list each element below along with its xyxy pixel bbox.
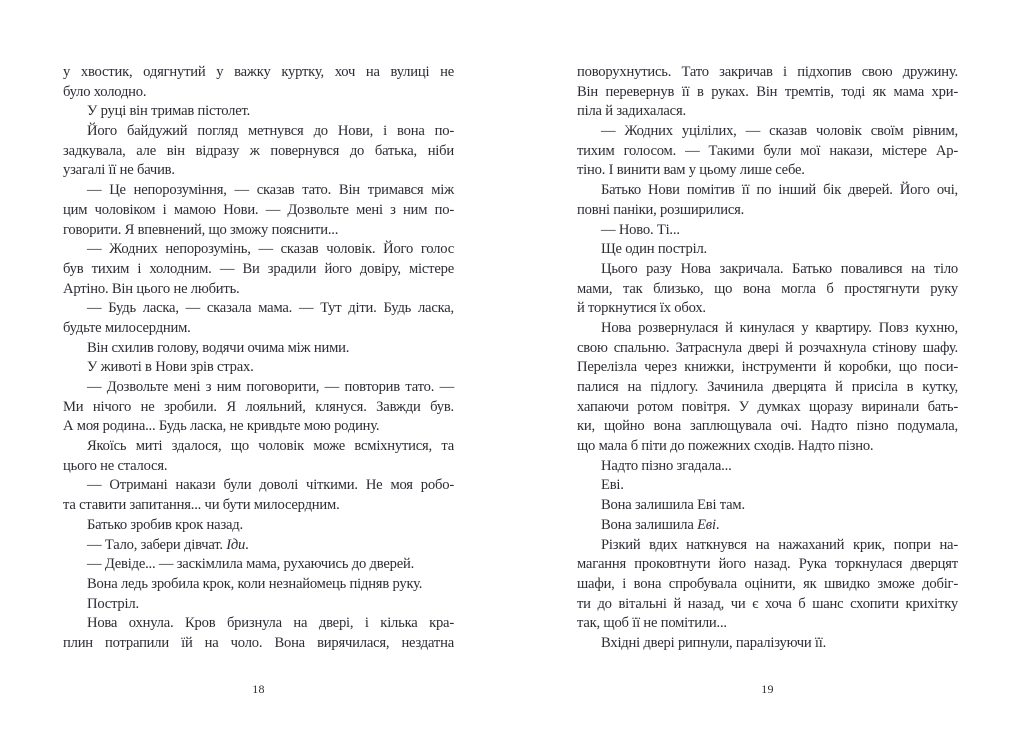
page-number-left: 18 [252, 682, 265, 696]
text-line: Батько зробив крок назад. [87, 516, 243, 533]
text-line: У руці він тримав пістолет. [87, 103, 251, 120]
text-line: Перелізла через книжки, інструменти й коробки, що поси- [577, 359, 958, 376]
text-line: хапаючи ротом повітря. У думках щоразу виринали бать- [577, 398, 958, 415]
page-right-text-column [577, 63, 958, 654]
text-line: тіно. І винити вам у цьому лише себе. [577, 162, 805, 179]
text-line: Вона залишила Еві. [601, 516, 720, 533]
text-line: у хвостик, одягнутий у важку куртку, хоч на вулиці не [63, 64, 454, 80]
text-line: Вона ледь зробила крок, коли незнайомець підняв руку. [87, 575, 423, 592]
text-line: У животі в Нови зрів страх. [87, 359, 254, 376]
text-line: Ще один постріл. [601, 241, 708, 258]
text-line: було холодно. [63, 83, 147, 100]
text-line: Постріл. [87, 595, 139, 612]
text-line: — Жодних непорозумінь, — сказав чоловік. Його голос [87, 241, 454, 258]
text-line: Ми нічого не зробили. Я лояльний, клянуся. Завжди був. [63, 398, 454, 415]
text-line: що мала б піти до пожежних сходів. Надто пізно. [577, 438, 874, 455]
text-line: Батько Нови помітив її по інший бік дверей. Його очі, [601, 182, 958, 199]
text-line: будьте милосердним. [63, 319, 191, 336]
text-line: Нова охнула. Кров бризнула на двері, і кілька кра- [87, 615, 454, 632]
text-line: — Отримані накази були доволі чіткими. Не моя робо- [87, 477, 454, 494]
page-left-text-column [63, 63, 454, 654]
italic-text: Еві [697, 516, 716, 533]
text-line: магання проковтнути його назад. Рука торкнулася дверцят [577, 556, 958, 573]
text-line: А моя родина... Будь ласка, не кривдьте мою родину. [63, 418, 380, 435]
text-line: узагалі її не бачив. [63, 162, 175, 179]
text-line: Надто пізно згадала... [601, 457, 732, 474]
text-line: Артіно. Він цього не любить. [63, 280, 240, 297]
text-line: — Тало, забери дівчат. Іди. [87, 536, 249, 553]
text-line: плин потрапили їй на чоло. Вона вирячилася, нездатна [63, 634, 454, 651]
text-line: Він схилив голову, водячи очима між ними. [87, 339, 350, 356]
text-line: Вхідні двері рипнули, паралізуючи її. [601, 634, 827, 651]
text-line: Нова розвернулася й кинулася у квартиру. Повз кухню, [601, 319, 958, 336]
text-line: був тихим і холодним. — Ви зрадили його довіру, містере [63, 260, 454, 277]
page-number-right: 19 [761, 682, 774, 696]
text-line: мами, так близько, що вона могла б простягнути руку [577, 280, 958, 297]
text-line: повні паніки, розширилися. [577, 201, 745, 218]
text-line: Цього разу Нова закричала. Батько повалився на тіло [601, 260, 958, 277]
text-line: Еві. [601, 477, 624, 494]
text-line: — Девіде... — заскімлила мама, рухаючись до дверей. [87, 556, 415, 573]
text-line: — Це непорозуміння, — сказав тато. Він тримався між [87, 182, 454, 199]
text-line: шафи, і вона спробувала оцінити, як швидко зможе добіг- [577, 575, 958, 592]
text-line: Різкий вдих наткнувся на нажаханий крик, попри на- [601, 536, 958, 553]
text-line: — Дозвольте мені з ним поговорити, — повторив тато. — [87, 379, 454, 395]
text-line: палися на підлогу. Зачинила дверцята й присіла в кутку, [577, 379, 958, 395]
italic-text: Іди [226, 536, 246, 553]
text-line: — Ново. Ті... [601, 221, 680, 238]
text-line: тихим голосом. — Такими були мої накази, містере Ар- [577, 142, 958, 159]
text-line: ти до вітальні й назад, чи є хоча б шанс схопити крихітку [577, 595, 958, 612]
text-line: цим чоловіком і мамою Нови. — Дозвольте мені з ним по- [63, 201, 454, 218]
text-line: — Будь ласка, — сказала мама. — Тут діти. Будь ласка, [87, 300, 454, 317]
text-line: та ставити запитання... чи бути милосердним. [63, 497, 340, 514]
text-line: Якоїсь миті здалося, що чоловік може всміхнутися, та [87, 438, 454, 455]
text-line: свою спальню. Затраснула двері й розчахнула стінову шафу. [577, 339, 958, 356]
text-line: цього не сталося. [63, 457, 168, 474]
text-line: говорити. Я впевнений, що зможу пояснити... [63, 221, 339, 238]
text-line: Вона залишила Еві там. [601, 497, 745, 514]
text-line: так, щоб її не помітили... [577, 615, 727, 632]
text-line: ки, щойно вона заплющувала очі. Надто пізно подумала, [577, 418, 958, 435]
text-line: Його байдужий погляд метнувся до Нови, і вона по- [87, 123, 454, 140]
text-line: — Жодних уцілілих, — сказав чоловік своїм рівним, [601, 123, 958, 140]
text-line: й торкнутися їх обох. [577, 300, 706, 317]
text-line: поворухнутись. Тато закричав і підхопив свою дружину. [577, 64, 958, 80]
text-line: Він перевернув її в руках. Він тремтів, тоді як мама хри- [577, 83, 958, 100]
text-line: піла й задихалася. [577, 103, 686, 120]
text-line: задкувала, але він відразу ж повернувся до батька, ніби [63, 142, 454, 159]
